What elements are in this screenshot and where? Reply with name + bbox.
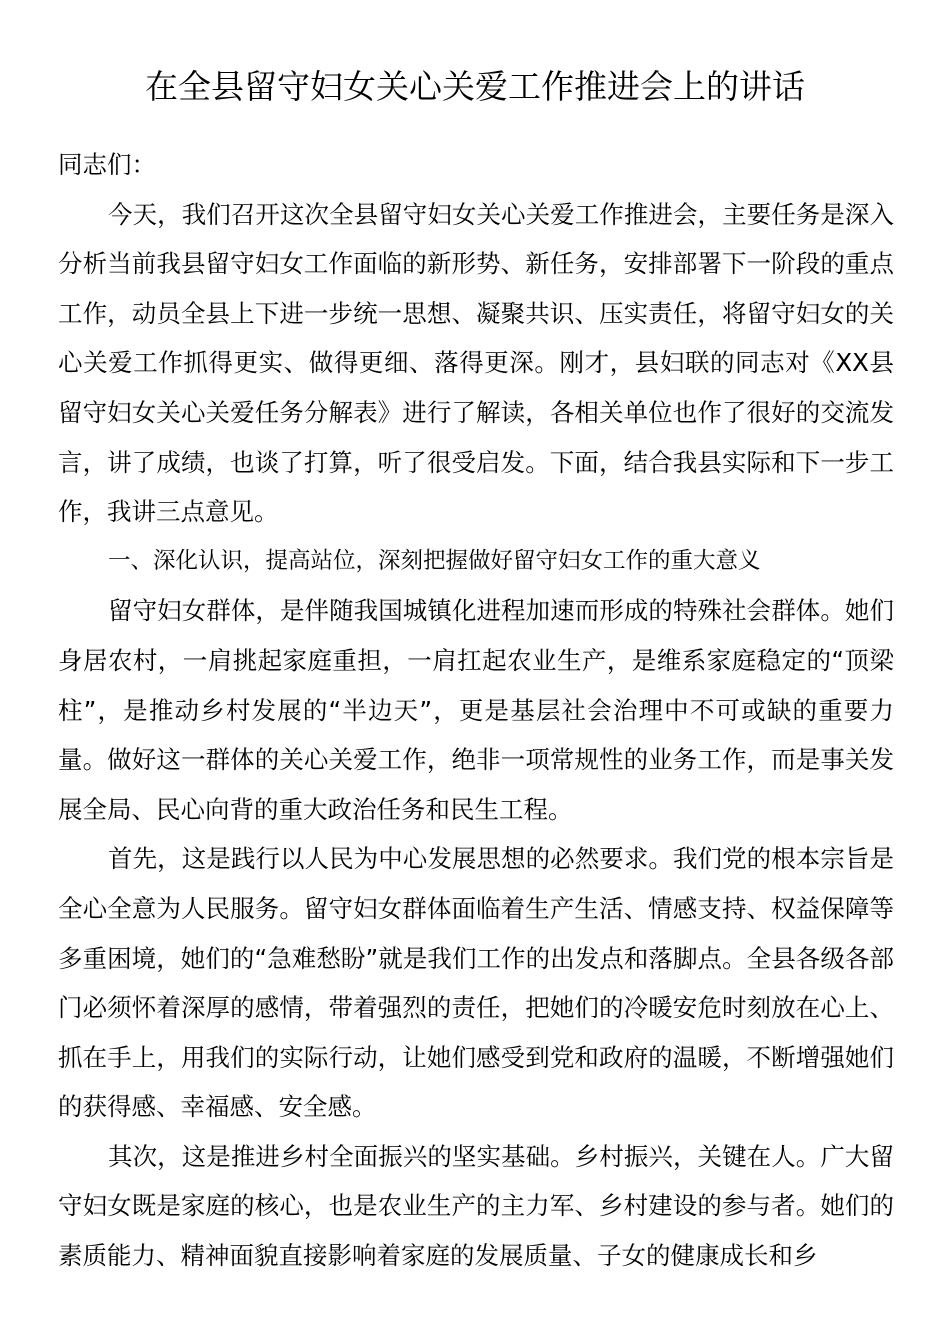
section-heading: 一、深化认识，提高站位，深刻把握做好留守妇女工作的重大意义	[108, 547, 761, 574]
section-paragraph-3: 其次，这是推进乡村全面振兴的坚实基础。乡村振兴，关键在人。广大留守妇女既是家庭的核心，也是农业生产的主力军、乡村建设的参与者。她们的素质能力、精神面貌直接影响着家庭的发展质量、子女的健康成长和乡	[58, 1141, 894, 1271]
document-title: 在全县留守妇女关心关爱工作推进会上的讲话	[145, 67, 805, 106]
document-body	[58, 140, 894, 1281]
salutation: 同志们：	[58, 150, 156, 179]
opening-paragraph: 今天，我们召开这次全县留守妇女关心关爱工作推进会，主要任务是深入分析当前我县留守妇女工作面临的新形势、新任务，安排部署下一阶段的重点工作，动员全县上下进一步统一思想、凝聚共识、压实责任，将留守妇女的关心关爱工作抓得更实、做得更细、落得更深。刚才，县妇联的同志对《XX县留守妇女关心关爱任务分解表》进行了解读，各相关单位也作了很好的交流发言，讲了成绩，也谈了打算，听了很受启发。下面，结合我县实际和下一步工作，我讲三点意见。	[58, 199, 894, 527]
section-paragraph-1: 留守妇女群体，是伴随我国城镇化进程加速而形成的特殊社会群体。她们身居农村，一肩挑起家庭重担，一肩扛起农业生产，是维系家庭稳定的“顶梁柱”，是推动乡村发展的“半边天”，更是基层社会治理中不可或缺的重要力量。做好这一群体的关心关爱工作，绝非一项常规性的业务工作，而是事关发展全局、民心向背的重大政治任务和民生工程。	[58, 596, 894, 824]
section-paragraph-2: 首先，这是践行以人民为中心发展思想的必然要求。我们党的根本宗旨是全心全意为人民服务。留守妇女群体面临着生产生活、情感支持、权益保障等多重困境，她们的“急难愁盼”就是我们工作的出发点和落脚点。全县各级各部门必须怀着深厚的感情，带着强烈的责任，把她们的冷暖安危时刻放在心上、抓在手上，用我们的实际行动，让她们感受到党和政府的温暖，不断增强她们的获得感、幸福感、安全感。	[58, 844, 894, 1122]
